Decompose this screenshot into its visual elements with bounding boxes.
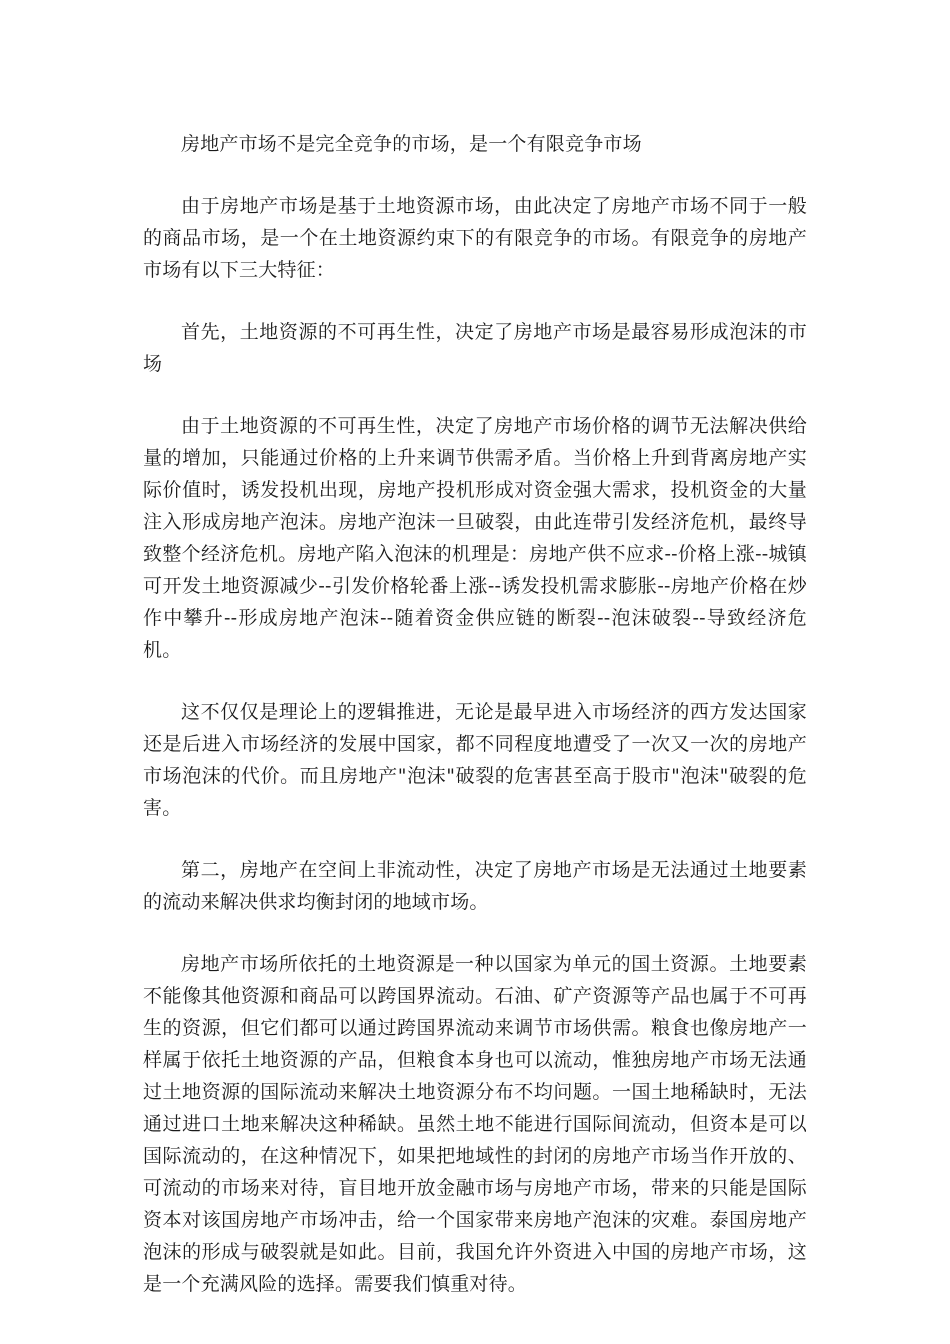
paragraph-land-immobility: 房地产市场所依托的土地资源是一种以国家为单元的国土资源。土地要素不能像其他资源和商品可以跨国界流动。石油、矿产资源等产品也属于不可再生的资源，但它们都可以通过跨国界流动来调节市场供需。粮食也像房地产一样属于依托土地资源的产品，但粮食本身也可以流动，惟独房地产市场无法通过土地资源的国际流动来解决土地资源分布不均问题。一国土地稀缺时，无法通过进口土地来解决这种稀缺。虽然土地不能进行国际间流动，但资本是可以国际流动的，在这种情况下，如果把地域性的封闭的房地产市场当作开放的、可流动的市场来对待，盲目地开放金融市场与房地产市场，带来的只能是国际资本对该国房地产市场冲击，给一个国家带来房地产泡沫的灾难。泰国房地产泡沫的形成与破裂就是如此。目前，我国允许外资进入中国的房地产市场，这是一个充满风险的选择。需要我们慎重对待。 [143,953,807,1295]
paragraph-bubble-mechanism: 由于土地资源的不可再生性，决定了房地产市场价格的调节无法解决供给量的增加，只能通过价格的上升来调节供需矛盾。当价格上升到背离房地产实际价值时，诱发投机出现，房地产投机形成对资金强大需求，投机资金的大量注入形成房地产泡沫。房地产泡沫一旦破裂，由此连带引发经济危机，最终导致整个经济危机。房地产陷入泡沫的机理是：房地产供不应求--价格上涨--城镇可开发土地资源减少--引发价格轮番上涨--诱发投机需求膨胀--房地产价格在炒作中攀升--形成房地产泡沫--随着资金供应链的断裂--泡沫破裂--导致经济危机。 [143,415,807,661]
paragraph-intro: 由于房地产市场是基于土地资源市场，由此决定了房地产市场不同于一般的商品市场，是一个在土地资源约束下的有限竞争的市场。有限竞争的房地产市场有以下三大特征： [143,195,807,281]
paragraph-heading-second-feature: 第二，房地产在空间上非流动性，决定了房地产市场是无法通过土地要素的流动来解决供求均衡封闭的地域市场。 [143,859,807,913]
paragraph-heading-first-feature: 首先，土地资源的不可再生性，决定了房地产市场是最容易形成泡沫的市场 [143,321,807,375]
paragraph-heading-limited-competition: 房地产市场不是完全竞争的市场，是一个有限竞争市场 [181,133,642,155]
paragraph-historical-cost: 这不仅仅是理论上的逻辑推进，无论是最早进入市场经济的西方发达国家还是后进入市场经济的发展中国家，都不同程度地遭受了一次又一次的房地产市场泡沫的代价。而且房地产"泡沫"破裂的危害甚至高于股市"泡沫"破裂的危害。 [143,701,807,819]
document-body [143,128,807,1330]
